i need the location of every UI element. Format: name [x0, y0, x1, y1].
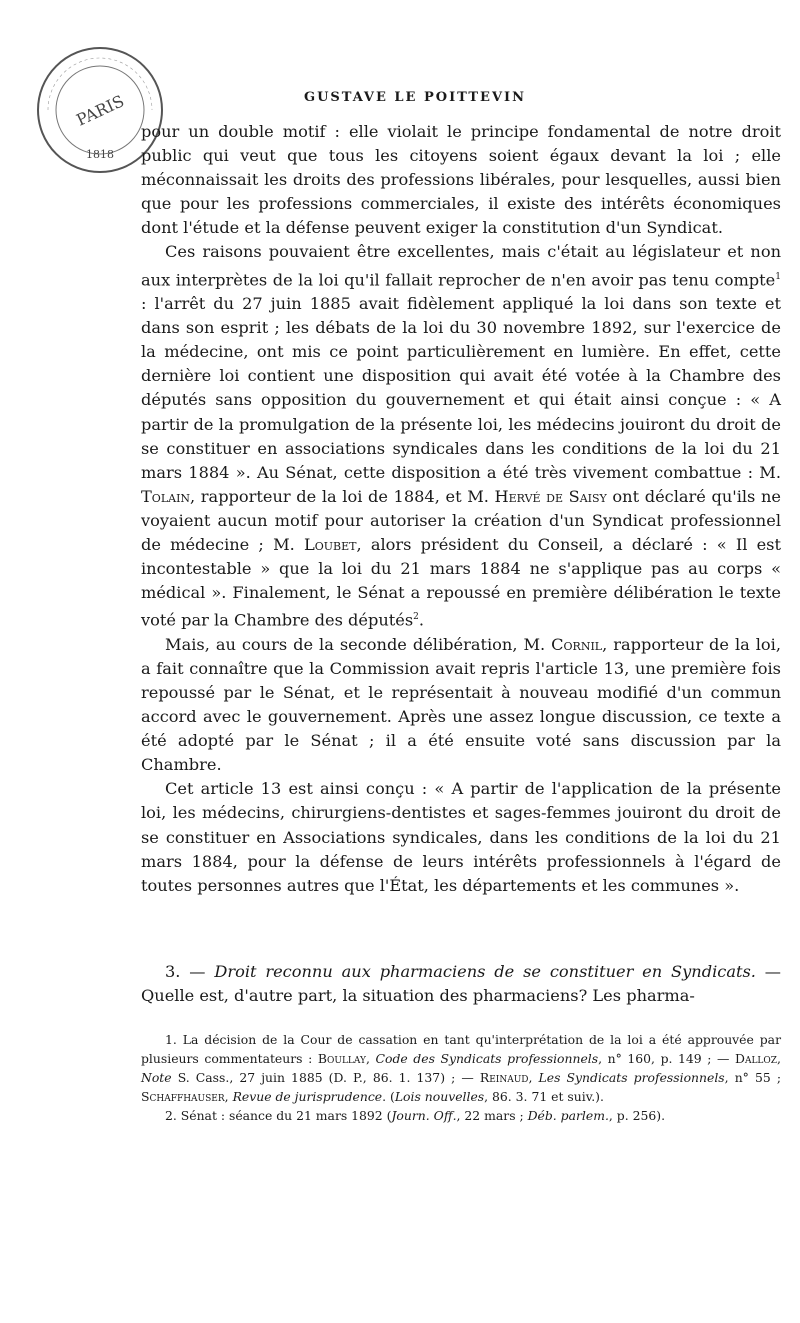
page-header: GUSTAVE LE POITTEVIN — [303, 90, 527, 105]
main-text — [141, 120, 781, 898]
section-number: 3. — — [165, 962, 215, 981]
footnote-ref-1: 1 — [775, 271, 781, 282]
paragraph-3: Mais, au cours de la seconde délibération, M. Cornil, rapporteur de la loi, a fait connaître que la Commission avait repris l'article 13, une première fois repoussé par le Sénat, et le représentait à nouveau modifié d'un commun accord avec le gouvernement. Après une assez longue discussion, ce texte a été adopté par le Sénat ; il a été ensuite voté sans discussion par la Chambre. — [141, 634, 782, 775]
section-title: Droit reconnu aux pharmaciens de se constituer en Syndicats. — [214, 962, 756, 981]
footnote-1: 1. La décision de la Cour de cassation en tant qu'interprétation de la loi a été approuvée par plusieurs commentateurs : Boullay, Code des Syndicats professionnels, n° 160, p. 149 ; — Dalloz, Note S. Cass., 27 juin 1885 (D. P., 86. 1. 137) ; — Reinaud, Les Syndicats professionnels, n° 55 ; Schaffhauser, Revue de jurisprudence. (Lois nouvelles, 86. 3. 71 et suiv.). — [141, 1032, 781, 1104]
footnote-ref-2: 2 — [413, 612, 419, 623]
svg-text:PARIS: PARIS — [73, 91, 127, 130]
paragraph-2: Ces raisons pouvaient être excellentes, mais c'était au législateur et non aux interprètes de la loi qu'il fallait reprocher de n'en avoir pas tenu compte$^1$ : l'arrêt du 27 juin 1885 avait fidèlement appliqué la loi dans son texte et dans son esprit ; les débats de la loi du 30 novembre 1892, sur l'exercice de la médecine, ont mis ce point particulièrement en lumière. En effet, cette dernière loi contient une disposition qui avait été votée à la Chambre des députés sans opposition du gouvernement et qui était ainsi conçue : « A partir de la promulgation de la présente loi, les médecins jouiront du droit de se constituer en associations syndicales dans les conditions de la loi du 21 mars 1884 ». Au Sénat, cette disposition a été très vivement combattue : M. Tolain, rapporteur de la loi de 1884, et M. Hervé de Saisy ont déclaré qu'ils ne voyaient aucun motif pour autoriser la création d'un Syndicat professionnel de médecine ; M. Loubet, alors président du Conseil, a déclaré : « Il est incontestable » que la loi du 21 mars 1884 ne s'applique pas au corps « médical ». Finalement, le Sénat a repoussé en première délibération le texte voté par la Chambre des députés$^2$. — [141, 242, 781, 630]
svg-text:1818: 1818 — [86, 148, 114, 161]
paragraph-1: pour un double motif : elle violait le principe fondamental de notre droit public qui veut que tous les citoyens soient égaux devant la loi ; elle méconnaissait les droits des professions libérales, pour lesquelles, aussi bien que pour les professions commerciales, il existe des intérêts économiques dont l'étude et la défense peuvent exiger la constitution d'un Syndicat. — [141, 122, 781, 238]
paragraph-4: Cet article 13 est ainsi conçu : « A partir de l'application de la présente loi, les médecins, chirurgiens-dentistes et sages-femmes jouiront du droit de se constituer en Associations syndicales, dans les conditions de la loi du 21 mars 1884, pour la défense de leurs intérêts professionnels à l'égard de toutes personnes autres que l'État, les départements et les communes ». — [141, 779, 781, 895]
section-3: 3. — Droit reconnu aux pharmaciens de se constituer en Syndicats. — Quelle est, d'autre part, la situation des pharmaciens? Les pharma- — [141, 962, 781, 1005]
footnote-2: 2. Sénat : séance du 21 mars 1892 (Journ. Off., 22 mars ; Déb. parlem., p. 256). — [165, 1108, 666, 1123]
footnotes — [141, 1030, 781, 1125]
